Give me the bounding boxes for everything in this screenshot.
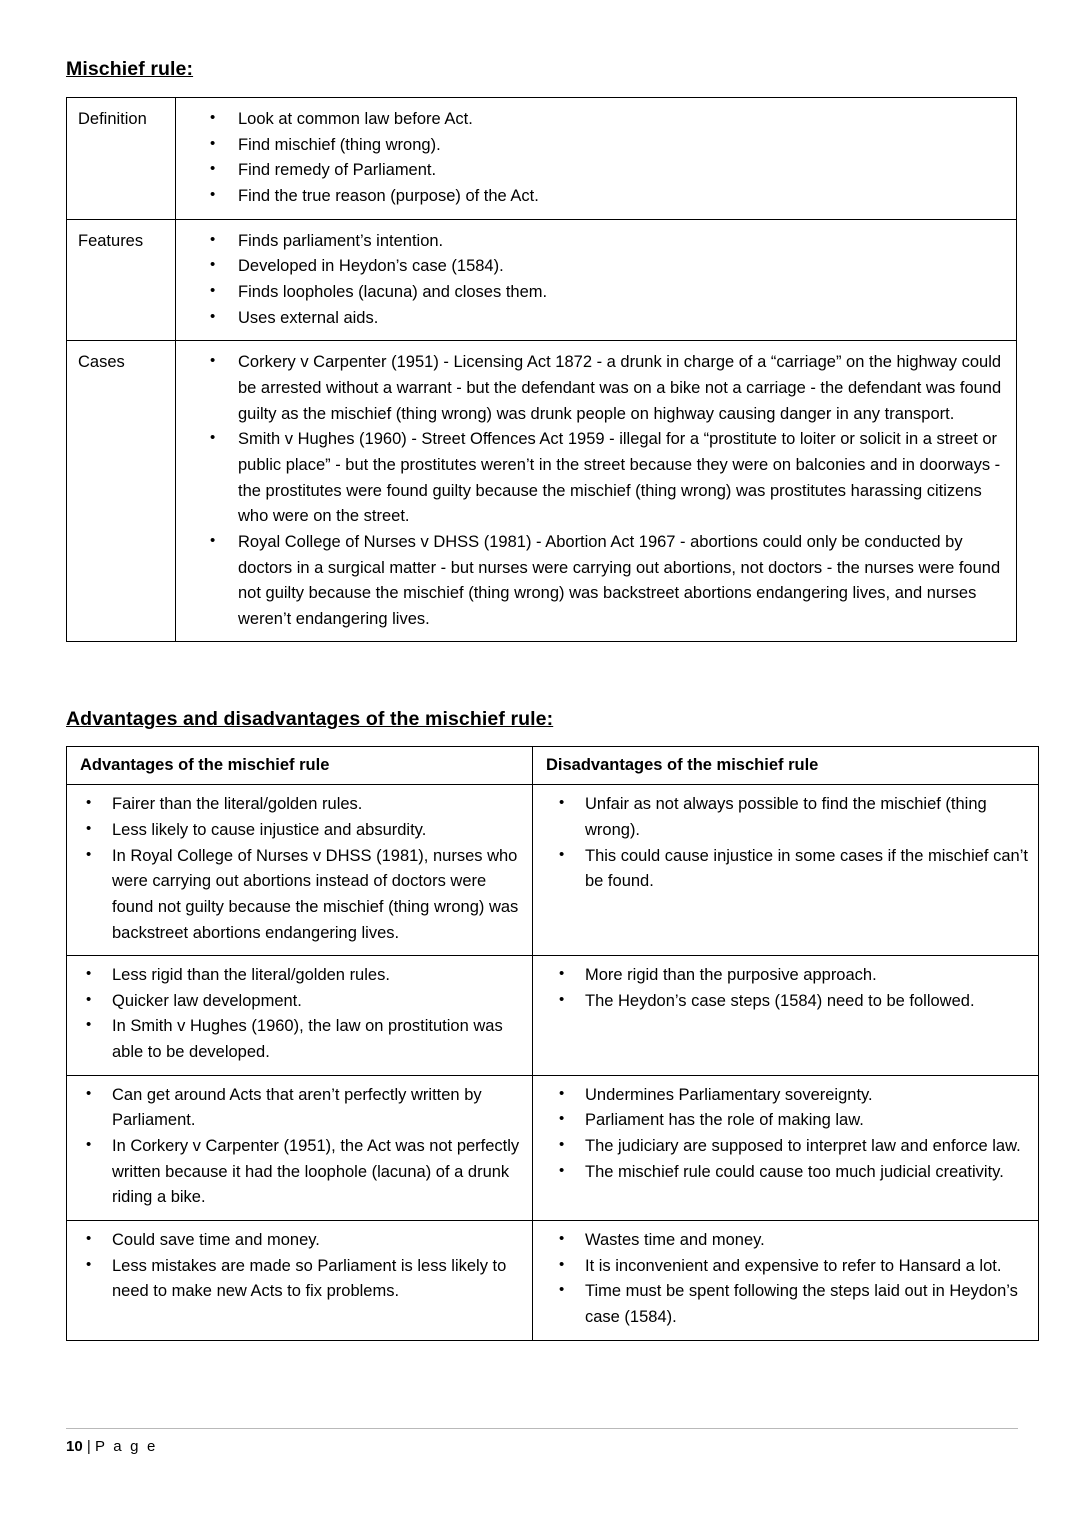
list-item: • The Heydon’s case steps (1584) need to be followed. — [585, 989, 1030, 1015]
table-row — [67, 219, 1017, 341]
list-item: • Wastes time and money. — [585, 1228, 1030, 1254]
list-item: • In Corkery v Carpenter (1951), the Act was not perfectly written because it had the loophole (lacuna) of a drunk riding a bike. — [112, 1134, 524, 1211]
list-item: • Less mistakes are made so Parliament is less likely to need to make new Acts to fix problems. — [112, 1254, 524, 1305]
mischief-rule-table-body — [67, 98, 1017, 642]
list-item: • Smith v Hughes (1960) - Street Offences Act 1959 - illegal for a “prostitute to loiter or solicit in a street or public place” - but the prostitutes weren’t in the street because they were on balconies and in doorways - the prostitutes were found guilty because the mischief (thing wrong) was prostitutes harassing citizens who were on the street. — [238, 427, 1006, 530]
cell-advantages — [67, 785, 533, 956]
column-header-disadvantages: Disadvantages of the mischief rule — [533, 747, 1039, 785]
list-item: • Fairer than the literal/golden rules. — [112, 792, 524, 818]
table-body — [67, 785, 1039, 1340]
bullet-list — [533, 1083, 1030, 1186]
list-item: • More rigid than the purposive approach. — [585, 963, 1030, 989]
table-row — [67, 341, 1017, 642]
section-spacer — [66, 642, 1018, 708]
list-item: • Unfair as not always possible to find the mischief (thing wrong). — [585, 792, 1030, 843]
page-footer — [66, 1428, 1018, 1455]
bullet-list — [176, 229, 1006, 332]
row-content-cases — [176, 341, 1017, 642]
footer-separator: | — [86, 1438, 91, 1455]
section-title-advantages: Advantages and disadvantages of the mischief rule: — [66, 708, 554, 731]
bullet-list — [67, 1083, 524, 1211]
footer-divider — [66, 1428, 1018, 1429]
bullet-list — [176, 107, 1006, 210]
table-row — [67, 956, 1039, 1076]
list-item: • In Smith v Hughes (1960), the law on prostitution was able to be developed. — [112, 1014, 524, 1065]
table-header — [67, 747, 1039, 785]
cell-advantages — [67, 1221, 533, 1341]
list-item: • Less rigid than the literal/golden rules. — [112, 963, 524, 989]
list-item: • Find remedy of Parliament. — [238, 158, 1006, 184]
list-item: • Find mischief (thing wrong). — [238, 133, 1006, 159]
footer-page-number: 10 — [66, 1438, 83, 1455]
list-item: • Finds loopholes (lacuna) and closes them. — [238, 280, 1006, 306]
bullet-list — [533, 792, 1030, 895]
list-item: • Time must be spent following the steps laid out in Heydon’s case (1584). — [585, 1279, 1030, 1330]
cell-disadvantages — [533, 1221, 1039, 1341]
footer-text — [66, 1438, 1018, 1455]
bullet-list — [67, 792, 524, 946]
list-item: • Can get around Acts that aren’t perfectly written by Parliament. — [112, 1083, 524, 1134]
list-item: • Developed in Heydon’s case (1584). — [238, 254, 1006, 280]
list-item: • Less likely to cause injustice and absurdity. — [112, 818, 524, 844]
bullet-list — [67, 963, 524, 1066]
cell-disadvantages — [533, 785, 1039, 956]
list-item: • In Royal College of Nurses v DHSS (1981), nurses who were carrying out abortions instead of doctors were found not guilty because the mischief (thing wrong) was backstreet abortions endangering lives. — [112, 844, 524, 947]
table-row — [67, 98, 1017, 220]
list-item: • Corkery v Carpenter (1951) - Licensing Act 1872 - a drunk in charge of a “carriage” on the highway could be arrested without a warrant - but the defendant was on a bike not a carriage - the defendant was found guilty as the mischief (thing wrong) was drunk people on highway causing danger in any transport. — [238, 350, 1006, 427]
list-item: • Quicker law development. — [112, 989, 524, 1015]
list-item: • Royal College of Nurses v DHSS (1981) - Abortion Act 1967 - abortions could only be conducted by doctors in a surgical matter - but nurses were carrying out abortions, not doctors - the nurses were found not guilty because the mischief (thing wrong) was backstreet abortions endangering lives, and nurses weren’t endangering lives. — [238, 530, 1006, 633]
cell-disadvantages — [533, 956, 1039, 1076]
list-item: • Could save time and money. — [112, 1228, 524, 1254]
table-row — [67, 1075, 1039, 1220]
cell-advantages — [67, 1075, 533, 1220]
cell-disadvantages — [533, 1075, 1039, 1220]
row-label-definition: Definition — [67, 98, 176, 220]
list-item: • Look at common law before Act. — [238, 107, 1006, 133]
list-item: • The mischief rule could cause too much judicial creativity. — [585, 1160, 1030, 1186]
table-row — [67, 1221, 1039, 1341]
footer-page-word: P a g e — [94, 1438, 158, 1455]
row-content-definition — [176, 98, 1017, 220]
list-item: • Undermines Parliamentary sovereignty. — [585, 1083, 1030, 1109]
bullet-list — [533, 963, 1030, 1014]
list-item: • It is inconvenient and expensive to refer to Hansard a lot. — [585, 1254, 1030, 1280]
list-item: • Uses external aids. — [238, 306, 1006, 332]
page-title: Mischief rule: — [66, 58, 194, 80]
cell-advantages — [67, 956, 533, 1076]
list-item: • This could cause injustice in some cases if the mischief can’t be found. — [585, 844, 1030, 895]
advantages-disadvantages-table — [66, 746, 1039, 1340]
list-item: • Finds parliament’s intention. — [238, 229, 1006, 255]
table-header-row — [67, 747, 1039, 785]
list-item: • Parliament has the role of making law. — [585, 1108, 1030, 1134]
list-item: • Find the true reason (purpose) of the Act. — [238, 184, 1006, 210]
column-header-advantages: Advantages of the mischief rule — [67, 747, 533, 785]
bullet-list — [533, 1228, 1030, 1331]
mischief-rule-table — [66, 97, 1017, 642]
table-row — [67, 785, 1039, 956]
list-item: • The judiciary are supposed to interpret law and enforce law. — [585, 1134, 1030, 1160]
row-content-features — [176, 219, 1017, 341]
row-label-features: Features — [67, 219, 176, 341]
bullet-list — [67, 1228, 524, 1305]
row-label-cases: Cases — [67, 341, 176, 642]
bullet-list — [176, 350, 1006, 632]
